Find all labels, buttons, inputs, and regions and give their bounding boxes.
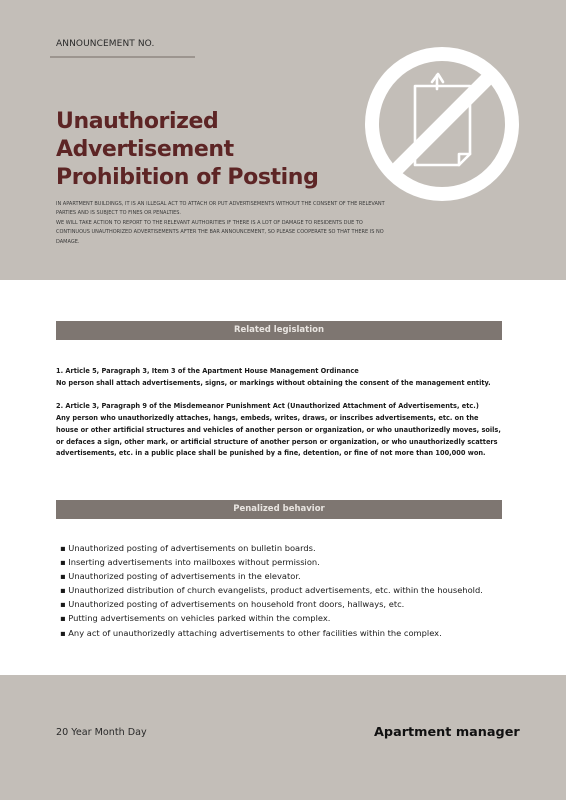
legislation-item-title: 2. Article 3, Paragraph 9 of the Misdemeanor Punishment Act (Unauthorized Attachment of Advertisements, etc.) xyxy=(56,402,479,411)
list-item: ▪ Unauthorized distribution of church evangelists, product advertisements, etc. within the household. xyxy=(60,585,483,596)
list-item: ▪ Putting advertisements on vehicles parked within the complex. xyxy=(60,613,331,624)
list-item: ▪ Unauthorized posting of advertisements on bulletin boards. xyxy=(60,543,316,553)
legislation-item-body: No person shall attach advertisements, signs, or markings without obtaining the consent of the management entity. xyxy=(56,378,491,387)
list-item: ▪ Any act of unauthorizedly attaching advertisements to other facilities within the complex. xyxy=(60,627,442,638)
intro-paragraph: IN APARTMENT BUILDINGS, IT IS AN ILLEGAL ACT TO ATTACH OR PUT ADVERTISEMENTS WITHOUT THE CONSENT OF THE RELEVANT PARTIES AND IS SUBJECT TO FINES OR PENALTIES. xyxy=(56,201,385,217)
signature: Apartment manager xyxy=(374,725,520,740)
list-item: ▪ Unauthorized posting of advertisements in the elevator. xyxy=(60,571,301,582)
legislation-item xyxy=(56,366,502,389)
legislation-list xyxy=(56,366,502,472)
legislation-item-body: Any person who unauthorizedly attaches, hangs, embeds, writes, draws, or inscribes advertisements, etc. on the house or other artificial structures and vehicles of another person or organization, or who unauthorizedly moves, soils, or defaces a sign, other mark, or artificial structure of another person or organization, or who unauthorizedly scatters advertisements, etc. in a public place shall be punished by a fine, detention, or fine of not more than 100,000 won. xyxy=(56,414,501,458)
announcement-underline xyxy=(50,56,195,58)
no-posting-icon xyxy=(362,44,522,204)
date-line: 20 Year Month Day xyxy=(56,727,147,738)
list-item: ▪ Unauthorized posting of advertisements on household front doors, hallways, etc. xyxy=(60,599,405,610)
penalized-heading: Penalized behavior xyxy=(56,500,502,519)
penalized-list xyxy=(60,541,530,640)
legislation-item xyxy=(56,401,502,460)
legislation-heading: Related legislation xyxy=(56,321,502,340)
announcement-number: ANNOUNCEMENT NO. xyxy=(56,39,155,49)
list-item: ▪ Inserting advertisements into mailboxes without permission. xyxy=(60,557,320,568)
notice-title-line-2: Prohibition of Posting xyxy=(56,165,319,190)
legislation-item-title: 1. Article 5, Paragraph 3, Item 3 of the Apartment House Management Ordinance xyxy=(56,367,359,375)
intro-paragraph: WE WILL TAKE ACTION TO REPORT TO THE RELEVANT AUTHORITIES IF THERE IS A LOT OF DAMAGE TO RESIDENTS DUE TO CONTINUOUS UNAUTHORIZED ADVERTISEMENTS AFTER THE BAR ANNOUNCEMENT, SO PLEASE COOPERATE SO THAT THERE IS NO DAMAGE. xyxy=(56,219,384,245)
notice-title-line-1: Unauthorized Advertisement xyxy=(56,109,234,162)
intro-text xyxy=(56,200,396,247)
notice-title xyxy=(56,108,396,192)
